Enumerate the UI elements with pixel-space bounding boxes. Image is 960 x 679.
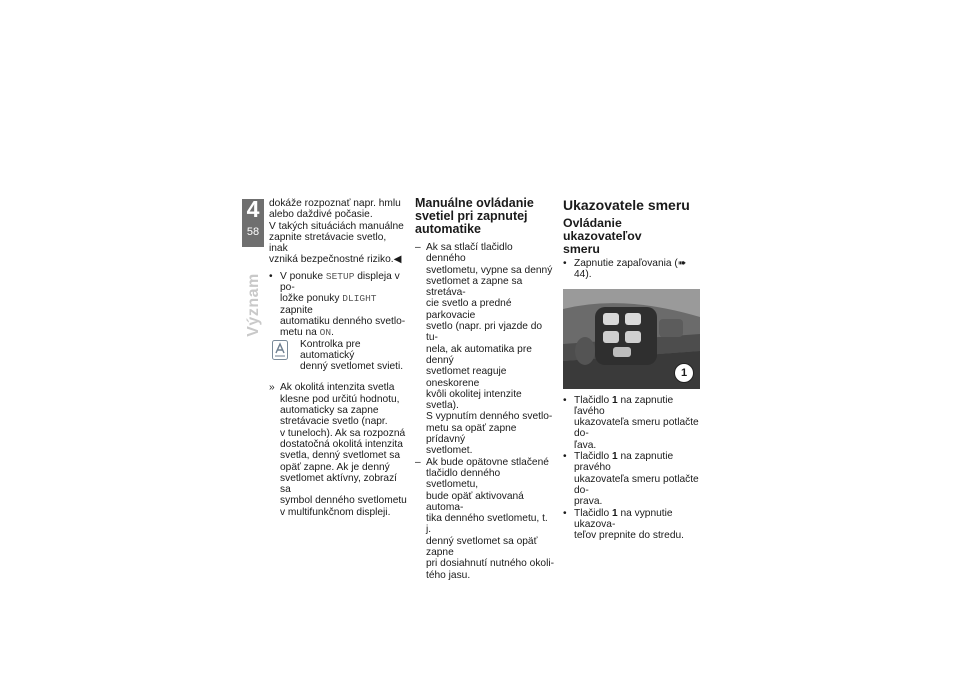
paragraph-line: dostatočná okolitá intenzita [280,438,403,450]
paragraph-line: stretávacie svetlo (napr. [280,416,388,428]
paragraph-line: dokáže rozpoznať napr. hmlu [269,198,401,209]
paragraph-line: V takých situáciách manuálne [269,220,404,232]
paragraph-line: denný svetlomet sa opäť zapne [426,535,538,559]
text-span: 44). [574,269,592,281]
text-span: na vypnutie ukazova- [574,507,673,530]
paragraph-line: svetla, denný svetlomet sa [280,450,401,462]
paragraph-line: ukazovateľa smeru potlačte do- [574,417,699,440]
bullet-marker: • [563,258,567,269]
callout-reference: 1 [611,507,618,519]
paragraph-line: svetlomet a zapne sa stretáva- [426,275,523,299]
text-span: Tlačidlo [574,507,612,519]
subsection-heading [563,217,703,256]
paragraph-line: svetlometu, vypne sa denný [426,264,553,276]
paragraph-line: nela, ak automatika pre denný [426,343,532,366]
step-item [563,508,703,542]
paragraph-line: pri dosiahnutí nutného okoli- [426,558,554,570]
bullet-marker: • [563,451,567,463]
heading-line: automatike [415,222,481,236]
paragraph-line: svetlomet reaguje oneskorene [426,366,507,389]
page-number: 58 [246,226,260,238]
section-heading [415,197,555,236]
paragraph-line: cie svetlo a predné parkovacie [426,298,512,321]
paragraph-line: vzniká bezpečnostné riziko.◀ [269,254,402,266]
text-span: . [331,327,334,339]
paragraph-line: automaticky sa zapne [280,405,379,417]
text-span: displeja v po- [280,270,400,294]
text-span: Tlačidlo [574,394,612,406]
bullet-marker: • [563,507,567,519]
heading-line: Manuálne ovládanie [415,196,534,210]
paragraph-line: v multifunkčnom displeji. [280,506,391,518]
text-span: ložke ponuky [280,293,343,305]
callout-reference: 1 [611,451,618,463]
step-item [563,451,703,507]
paragraph-line: Ak bude opätovne stlačené [426,456,549,468]
paragraph-line: Kontrolka pre automatický [300,338,361,361]
setup-bullet-item [269,271,407,339]
chapter-title: Význam [245,273,262,337]
callout-reference: 1 [611,394,618,406]
paragraph-line: tého jasu. [426,569,471,581]
paragraph-line: bude opäť aktivovaná automa- [426,490,524,513]
menu-code-dlight: DLIGHT [342,293,377,305]
paragraph-line: prava. [574,496,603,508]
paragraph-line: opäť zapne. Ak je denný [280,461,390,473]
text-span: na zapnutie pravého [574,451,674,474]
paragraph-line: tika denného svetlometu, t. j. [426,513,548,536]
paragraph-line: symbol denného svetlometu [280,495,407,507]
text-span: V ponuke [280,270,326,282]
paragraph-line: S vypnutím denného svetlo- [426,411,553,423]
result-marker: » [269,382,275,394]
text-span: metu na [280,327,320,339]
step-item [563,395,703,451]
paragraph-line: tlačidlo denného svetlometu, [426,467,501,491]
dash-item [415,242,555,457]
paragraph-line: zapnite stretávacie svetlo, inak [269,231,387,255]
heading-line: svetiel pri zapnutej [415,209,528,223]
dash-item [415,457,555,581]
handlebar-switch-photo [563,289,700,389]
bullet-marker: • [563,394,567,406]
text-column-3 [563,197,703,541]
result-item [269,382,407,518]
paragraph-line: Ak sa stlačí tlačidlo denného [426,242,513,265]
paragraph-line: klesne pod určitú hodnotu, [280,393,400,405]
indicator-note [269,339,407,373]
menu-code-on: ON [319,327,332,339]
paragraph-line: ľava. [574,439,597,451]
menu-code-setup: SETUP [325,270,355,282]
paragraph-line: svetlo (napr. pri vjazde do tu- [426,321,543,344]
section-heading: Ukazovatele smeru [563,197,690,213]
paragraph-line: Ak okolitá intenzita svetla [280,382,395,394]
paragraph-line: automatiku denného svetlo- [280,315,406,327]
text-column-2 [415,197,555,581]
paragraph-line: svetlomet. [426,445,473,457]
chapter-number: 4 [246,196,260,222]
heading-line: Ovládanie ukazovateľov [563,216,642,243]
paragraph-line: teľov prepnite do stredu. [574,530,685,542]
paragraph-line: ukazovateľa smeru potlačte do- [574,473,699,496]
text-span: zapnite [280,304,313,316]
page-reference-arrow-icon: ➠ [677,258,687,269]
paragraph-line: svetlomet aktívny, zobrazí sa [280,472,398,496]
automatic-light-icon [272,340,288,360]
text-span: Tlačidlo [574,451,612,463]
paragraph-line: alebo daždivé počasie. [269,209,373,221]
bullet-marker: • [269,270,273,282]
text-column-1 [269,198,407,518]
callout-number: 1 [674,363,694,383]
heading-line: smeru [563,242,600,256]
text-span: Zapnutie zapaľovania ( [574,258,678,269]
prerequisite-item [563,258,703,281]
dash-marker: – [415,456,421,468]
paragraph-line: metu sa opäť zapne prídavný [426,422,517,446]
dash-marker: – [415,242,421,253]
text-span: na zapnutie ľavého [574,394,674,417]
paragraph-line: kvôli okolitej intenzite svetla). [426,388,522,412]
paragraph-line: v tuneloch). Ak sa rozpozná [280,427,406,439]
paragraph-line: denný svetlomet svieti. [300,361,404,373]
